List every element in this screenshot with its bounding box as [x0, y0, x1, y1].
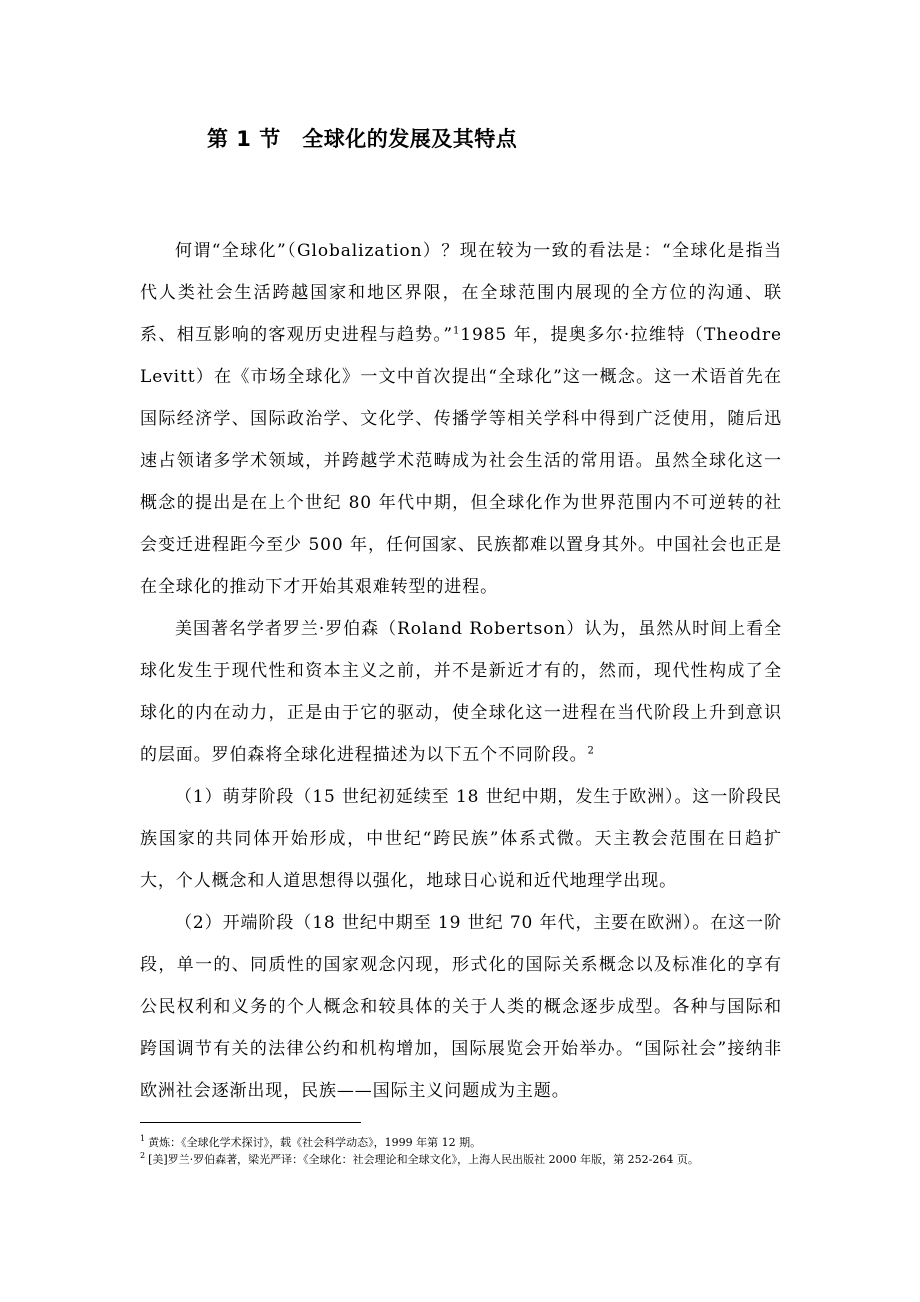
paragraph-stage-2	[140, 902, 782, 1112]
footnote-reference[interactable]: 1	[452, 325, 461, 337]
footnote-text: [美]罗兰·罗伯森著，梁光严译：《全球化：社会理论和全球文化》，上海人民出版社 2000 年版，第 252-264 页。	[148, 1153, 699, 1166]
paragraph-text: 1985 年，提奥多尔·拉维特（Theodre Levitt）在《市场全球化》一文中首次提出“全球化”这一概念。这一术语首先在国际经济学、国际政治学、文化学、传播学等相关学科中得到广泛使用，随后迅速占领诸多学术领域，并跨越学术范畴成为社会生活的常用语。虽然全球化这一概念的提出是在上个世纪 80 年代中期，但全球化作为世界范围内不可逆转的社会变迁进程距今至少 500 年，任何国家、民族都难以置身其外。中国社会也正是在全球化的推动下才开始其艰难转型的进程。	[140, 325, 782, 597]
section-heading: 第 1 节 全球化的发展及其特点	[207, 127, 518, 151]
paragraph-definition	[140, 230, 782, 608]
body-text	[140, 230, 782, 1112]
paragraph-text: 美国著名学者罗兰·罗伯森（Roland Robertson）认为，虽然从时间上看全球化发生于现代性和资本主义之前，并不是新近才有的，然而，现代性构成了全球化的内在动力，正是由于它的驱动，使全球化这一进程在当代阶段上升到意识的层面。罗伯森将全球化进程描述为以下五个不同阶段。	[140, 619, 782, 765]
footnote-2	[140, 1151, 782, 1168]
paragraph-text: （1）萌芽阶段（15 世纪初延续至 18 世纪中期，发生于欧洲）。这一阶段民族国家的共同体开始形成，中世纪“跨民族”体系式微。天主教会范围在日趋扩大，个人概念和人道思想得以强化，地球日心说和近代地理学出现。	[140, 787, 782, 891]
paragraph-stage-1	[140, 776, 782, 902]
paragraph-text: （2）开端阶段（18 世纪中期至 19 世纪 70 年代，主要在欧洲）。在这一阶段，单一的、同质性的国家观念闪现，形式化的国际关系概念以及标准化的享有公民权利和义务的个人概念和较具体的关于人类的概念逐步成型。各种与国际和跨国调节有关的法律公约和机构增加，国际展览会开始举办。“国际社会”接纳非欧洲社会逐渐出现，民族——国际主义问题成为主题。	[140, 913, 782, 1101]
footnote-1	[140, 1134, 782, 1151]
footnote-reference[interactable]: 2	[587, 745, 595, 757]
paragraph-robertson	[140, 608, 782, 776]
footnote-number: 2	[140, 1151, 146, 1161]
footnote-text: 黄炼：《全球化学术探讨》，载《社会科学动态》，1999 年第 12 期。	[148, 1136, 482, 1149]
footnote-number: 1	[140, 1134, 146, 1144]
paragraph-text: 何谓“全球化”（Globalization）？现在较为一致的看法是：“全球化是指当代人类社会生活跨越国家和地区界限，在全球范围内展现的全方位的沟通、联系、相互影响的客观历史进程与趋势。”	[140, 241, 782, 345]
footnotes	[140, 1134, 782, 1168]
footnote-separator	[140, 1122, 361, 1123]
